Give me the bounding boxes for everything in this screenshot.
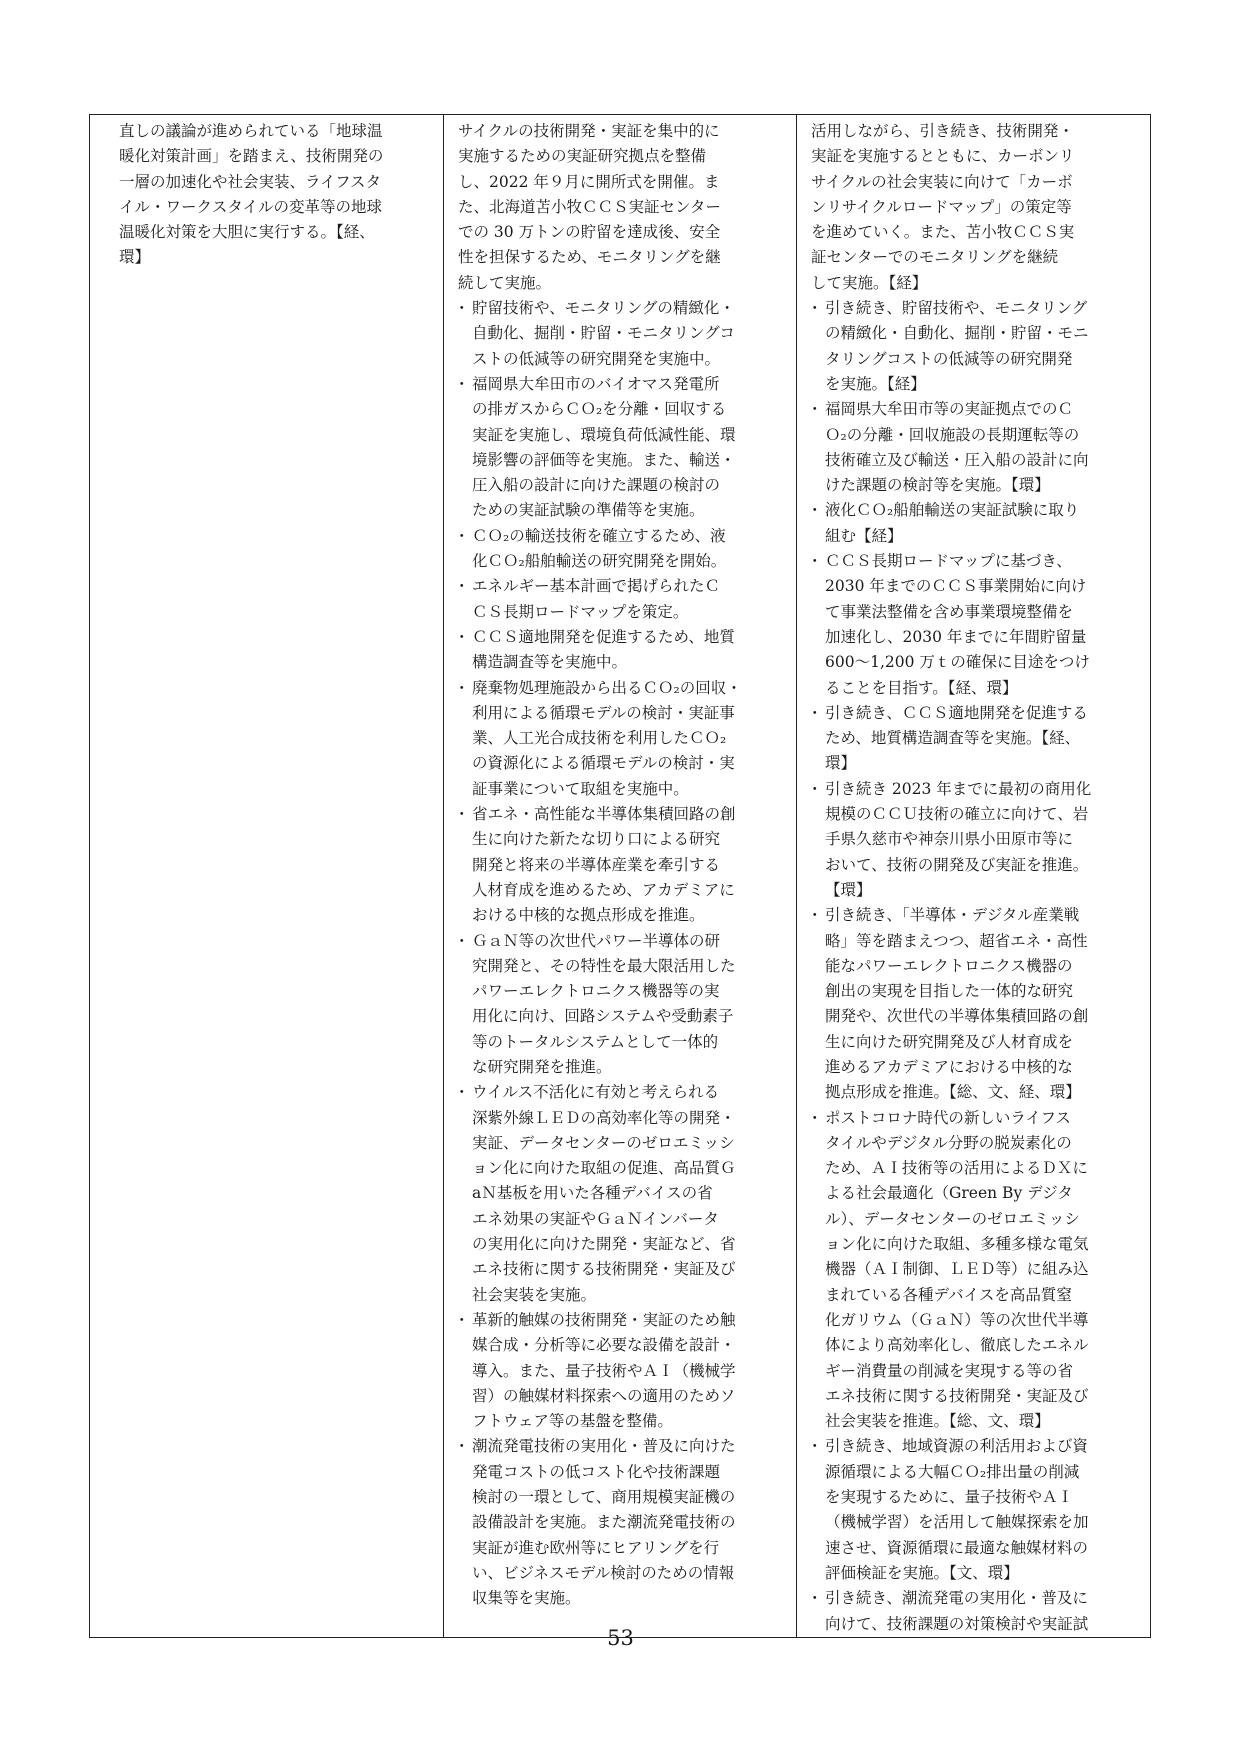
progress-item: ・ 革新的触媒の技術開発・実証のため触 媒合成・分析等に必要な設備を設計・ 導入。また、量子技術やＡＩ（機械学 習）の触媒材料探索への適用のためソ フトウェア等の基盤を整備。	[458, 1308, 782, 1434]
progress-item: ・ ＧａＮ等の次世代パワー半導体の研 究開発と、その特性を最大限活用した パワーエレクトロニクス機器等の実 用化に向け、回路システムや受動素子 等のトータルシステムとして一体的 な研究開発を推進。	[458, 929, 782, 1081]
goal-text: 直しの議論が進められている「地球温 暖化対策計画」を踏まえ、技術開発の 一層の加速化や社会実装、ライフスタ イル・ワークスタイルの変革等の地球 温暖化対策を大胆に実行する。【経、 環】	[119, 122, 384, 267]
measures-table	[89, 114, 1151, 1638]
plan-item: ・ 引き続き、地域資源の利活用および資 源循環による大幅ＣＯ₂排出量の削減 を実現するために、量子技術やＡＩ （機械学習）を活用して触媒探索を加 速させ、資源循環に最適な触媒材料の 評価検証を実施。【文、環】	[811, 1434, 1136, 1586]
plan-item: ・ ポストコロナ時代の新しいライフス タイルやデジタル分野の脱炭素化の ため、ＡＩ技術等の活用によるＤＸに よる社会最適化（Green By デジタ ル）、データセンターのゼロエミッシ ョン化に向けた取組、多種多様な電気 機器（ＡＩ制御、ＬＥＤ等）に組み込 まれている各種デバイスを高品質窒 化ガリウム（ＧａＮ）等の次世代半導 体により高効率化し、徹底したエネル ギー消費量の削減を実現する等の省 エネ技術に関する技術開発・実証及び 社会実装を推進。【総、文、環】	[811, 1106, 1136, 1435]
progress-item: ・ ＣＣＳ適地開発を促進するため、地質 構造調査等を実施中。	[458, 625, 782, 676]
plan-item: ・ 引き続き 2023 年までに最初の商用化 規模のＣＣＵ技術の確立に向けて、岩 手県久慈市や神奈川県小田原市等に おいて、技術の開発及び実証を推進。 【環】	[811, 777, 1136, 903]
progress-item: ・ 省エネ・高性能な半導体集積回路の創 生に向けた新たな切り口による研究 開発と将来の半導体産業を牽引する 人材育成を進めるため、アカデミアに おける中核的な拠点形成を推進。	[458, 802, 782, 928]
progress-item: ・ 貯留技術や、モニタリングの精緻化・ 自動化、掘削・貯留・モニタリングコ ストの低減等の研究開発を実施中。	[458, 296, 782, 372]
plan-item: ・ 液化ＣＯ₂船舶輸送の実証試験に取り 組む【経】	[811, 498, 1136, 549]
plan-item: ・ 引き続き、「半導体・デジタル産業戦 略」等を踏まえつつ、超省エネ・高性 能なパワーエレクトロニクス機器の 創出の実現を目指した一体的な研究 開発や、次世代の半導体集積回路の創 生に向けた研究開発及び人材育成を 進めるアカデミアにおける中核的な 拠点形成を推進。【総、文、経、環】	[811, 903, 1136, 1105]
plan-lead-text: 活用しながら、引き続き、技術開発・ 実証を実施するとともに、カーボンリ サイクルの社会実装に向けて「カーボ ンリサイクルロードマップ」の策定等 を進めていく。また、苫小牧ＣＣＳ実 証センターでのモニタリングを継続 して実施。【経】	[811, 122, 1075, 292]
table-row	[90, 115, 1151, 1638]
goal-column	[90, 115, 444, 1638]
plan-item: ・ 引き続き、貯留技術や、モニタリング の精緻化・自動化、掘削・貯留・モニ タリングコストの低減等の研究開発 を実施。【経】	[811, 296, 1136, 397]
plan-item: ・ ＣＣＳ長期ロードマップに基づき、 2030 年までのＣＣＳ事業開始に向け て事業法整備を含め事業環境整備を 加速化し、2030 年までに年間貯留量 600～1,200 万ｔの確保に目途をつけ ることを目指す。【経、環】	[811, 549, 1136, 701]
progress-item: ・ ＣＯ₂の輸送技術を確立するため、液 化ＣＯ₂船舶輸送の研究開発を開始。	[458, 524, 782, 575]
progress-item: ・ 福岡県大牟田市のバイオマス発電所 の排ガスからＣＯ₂を分離・回収する 実証を実施し、環境負荷低減性能、環 境影響の評価等を実施。また、輸送・ 圧入船の設計に向けた課題の検討の ための実証試験の準備等を実施。	[458, 372, 782, 524]
progress-lead-text: サイクルの技術開発・実証を集中的に 実施するための実証研究拠点を整備 し、2022 年９月に開所式を開催。ま た、北海道苫小牧ＣＣＳ実証センター での 30 万トンの貯留を達成後、安全 性を担保するため、モニタリングを継 続して実施。	[458, 122, 721, 292]
plan-item: ・ 引き続き、潮流発電の実用化・普及に 向けて、技術課題の対策検討や実証試	[811, 1586, 1136, 1637]
progress-item: ・ ウイルス不活化に有効と考えられる 深紫外線ＬＥＤの高効率化等の開発・ 実証、データセンターのゼロエミッシ ョン化に向けた取組の促進、高品質Ｇ aＮ基板を用いた各種デバイスの省 エネ効果の実証やＧａＮインバータ の実用化に向けた開発・実証など、省 エネ技術に関する技術開発・実証及び 社会実装を実施。	[458, 1080, 782, 1308]
plan-item: ・ 福岡県大牟田市等の実証拠点でのＣ Ｏ₂の分離・回収施設の長期運転等の 技術確立及び輸送・圧入船の設計に向 けた課題の検討等を実施。【環】	[811, 397, 1136, 498]
plan-item: ・ 引き続き、ＣＣＳ適地開発を促進する ため、地質構造調査等を実施。【経、 環】	[811, 701, 1136, 777]
progress-item: ・ 廃棄物処理施設から出るＣＯ₂の回収・ 利用による循環モデルの検討・実証事 業、人工光合成技術を利用したＣＯ₂ の資源化による循環モデルの検討・実 証事業について取組を実施中。	[458, 676, 782, 802]
progress-item: ・ エネルギー基本計画で掲げられたＣ ＣＳ長期ロードマップを策定。	[458, 574, 782, 625]
progress-item: ・ 潮流発電技術の実用化・普及に向けた 発電コストの低コスト化や技術課題 検討の一環として、商用規模実証機の 設備設計を実施。また潮流発電技術の 実証が進む欧州等にヒアリングを行 い、ビジネスモデル検討のための情報 収集等を実施。	[458, 1434, 782, 1611]
progress-column	[444, 115, 797, 1638]
page-number: 53	[607, 1626, 634, 1650]
plan-column	[797, 115, 1151, 1638]
